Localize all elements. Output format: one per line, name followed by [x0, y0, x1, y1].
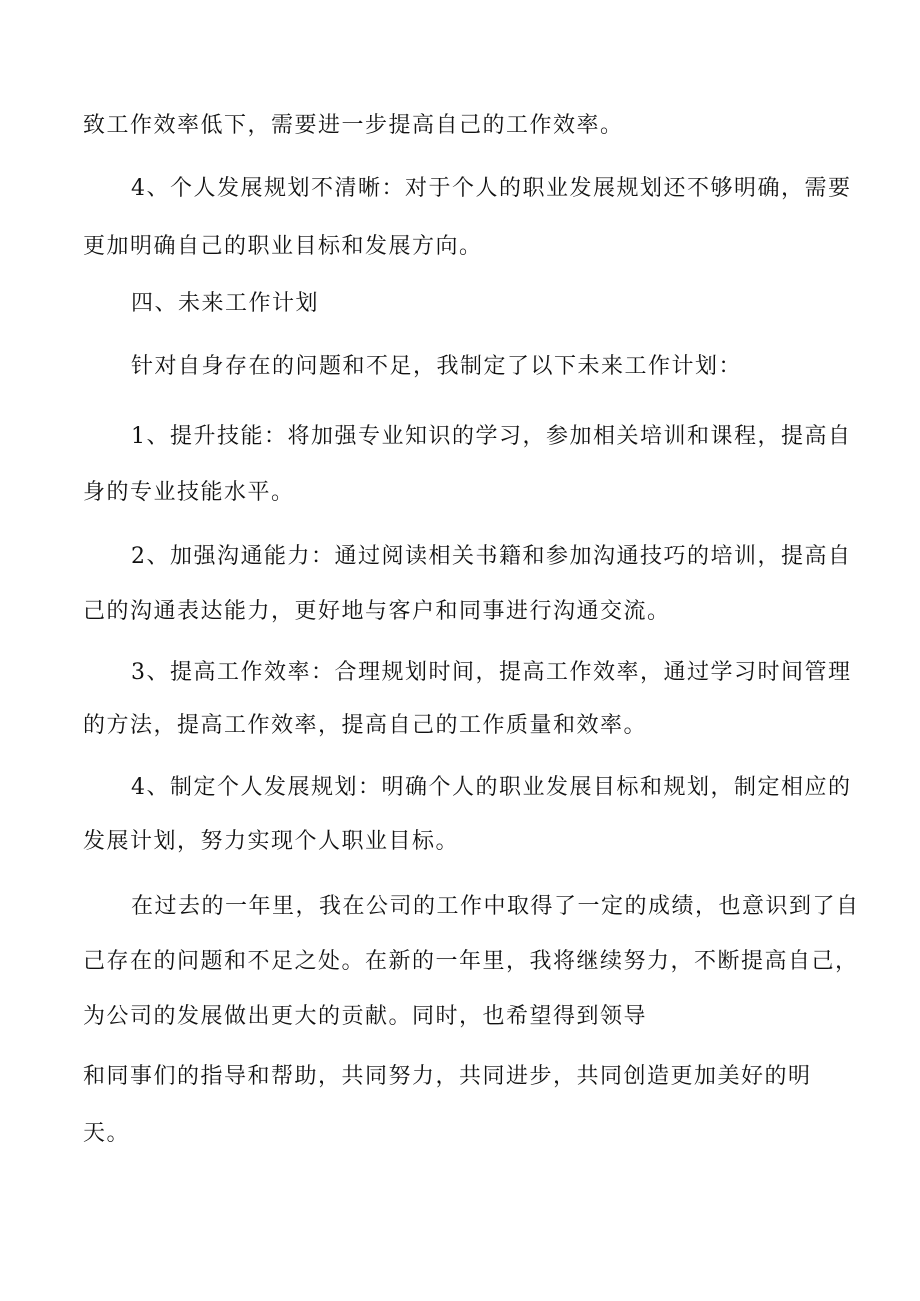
- text-line-6: 1、提升技能：将加强专业知识的学习，参加相关培训和课程，提高自: [131, 424, 852, 449]
- text-line-14: 在过去的一年里，我在公司的工作中取得了一定的成绩，也意识到了自: [131, 894, 860, 919]
- text-line-5: 针对自身存在的问题和不足，我制定了以下未来工作计划：: [131, 354, 743, 379]
- text-line-16: 为公司的发展做出更大的贡献。同时，也希望得到领导: [83, 1004, 648, 1029]
- section-heading: 四、未来工作计划: [131, 291, 320, 316]
- text-line-12: 4、制定个人发展规划：明确个人的职业发展目标和规划，制定相应的: [131, 775, 852, 800]
- text-line-13: 发展计划，努力实现个人职业目标。: [83, 829, 460, 854]
- text-line-8: 2、加强沟通能力：通过阅读相关书籍和参加沟通技巧的培训，提高自: [131, 544, 852, 569]
- text-line-10: 3、提高工作效率：合理规划时间，提高工作效率，通过学习时间管理: [131, 660, 852, 685]
- text-line-9: 己的沟通表达能力，更好地与客户和同事进行沟通交流。: [83, 599, 671, 624]
- text-line-11: 的方法，提高工作效率，提高自己的工作质量和效率。: [83, 713, 648, 738]
- text-line-2: 4、个人发展规划不清晰：对于个人的职业发展规划还不够明确，需要: [131, 176, 852, 201]
- text-line-3: 更加明确自己的职业目标和发展方向。: [83, 234, 483, 259]
- text-line-18: 天。: [83, 1121, 131, 1146]
- text-line-7: 身的专业技能水平。: [83, 480, 295, 505]
- text-line-1: 致工作效率低下，需要进一步提高自己的工作效率。: [83, 113, 624, 138]
- text-line-17: 和同事们的指导和帮助，共同努力，共同进步，共同创造更加美好的明: [83, 1064, 812, 1089]
- text-line-15: 己存在的问题和不足之处。在新的一年里，我将继续努力，不断提高自己，: [83, 949, 859, 974]
